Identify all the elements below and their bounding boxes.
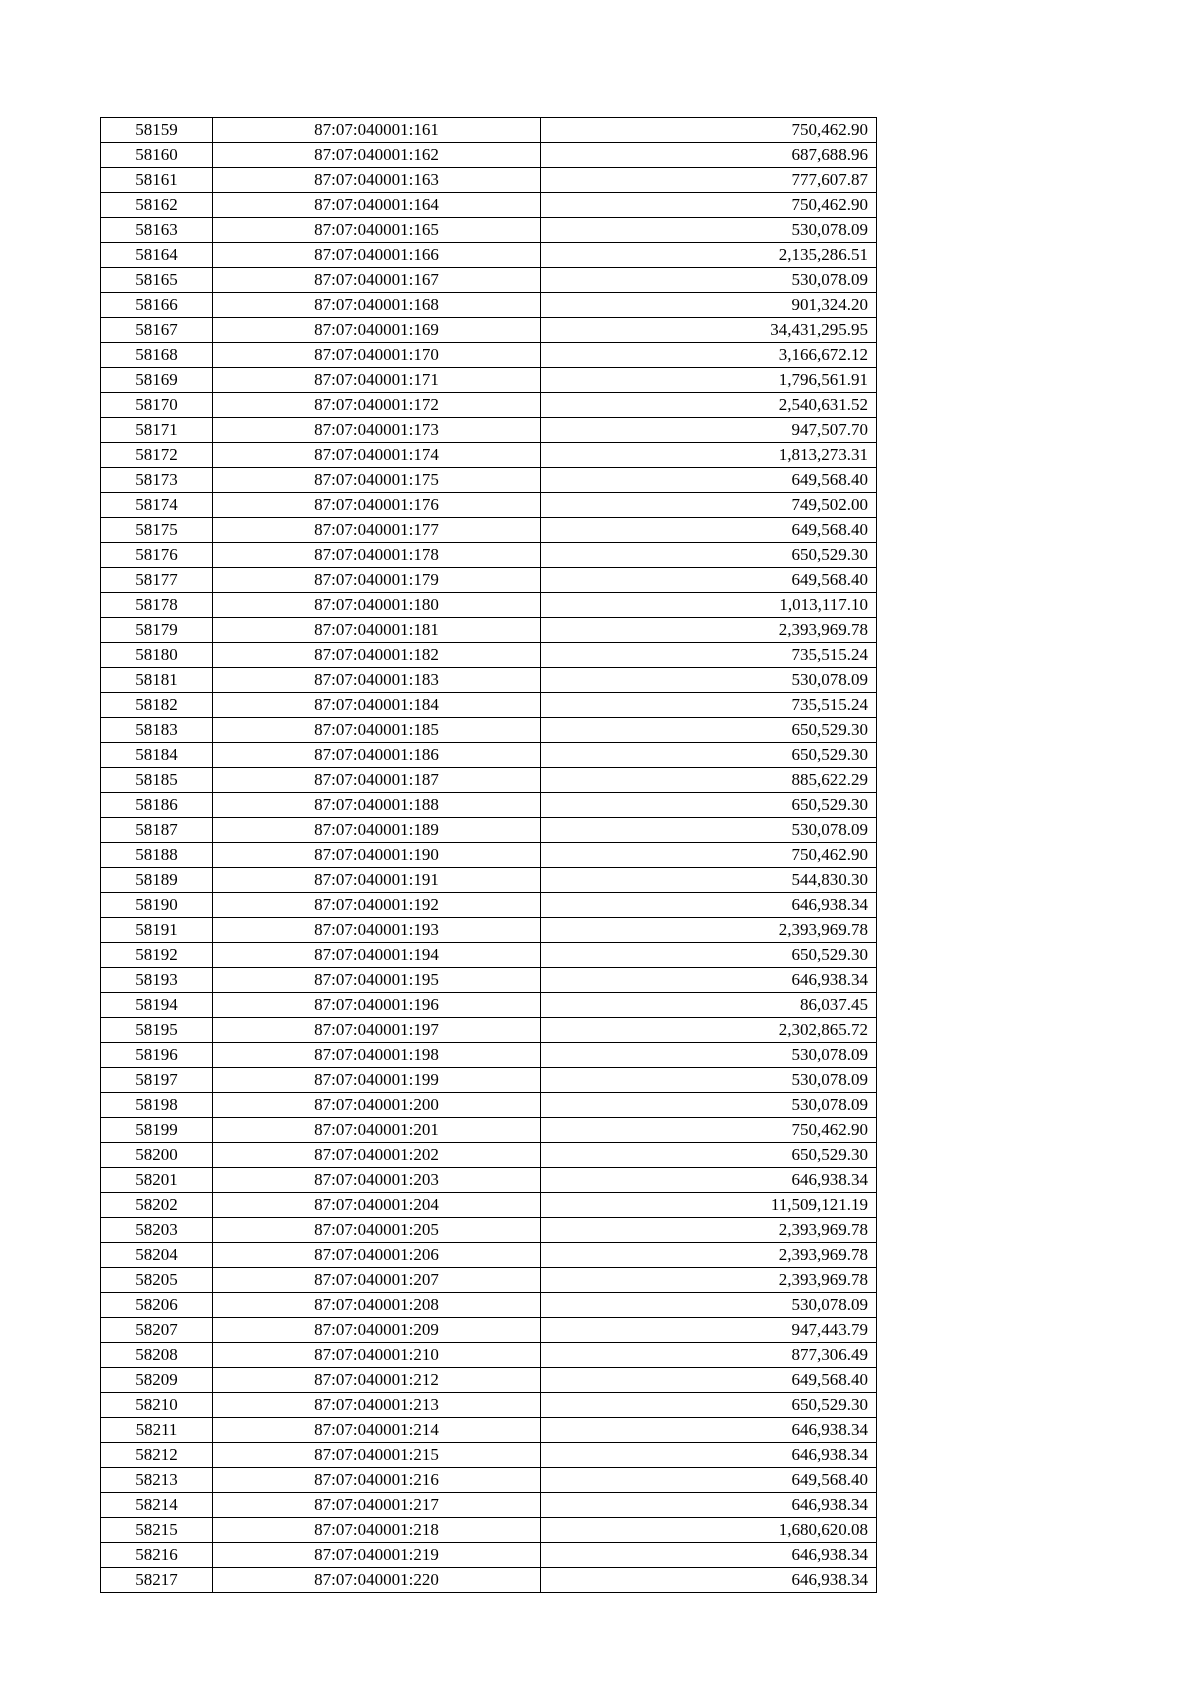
table-row	[101, 343, 877, 368]
cadastral-number-cell: 87:07:040001:208	[213, 1293, 541, 1318]
cadastral-number-cell: 87:07:040001:180	[213, 593, 541, 618]
row-number-cell: 58165	[101, 268, 213, 293]
row-number-cell: 58175	[101, 518, 213, 543]
cadastral-number-cell: 87:07:040001:203	[213, 1168, 541, 1193]
table-row	[101, 943, 877, 968]
cadastral-number-cell: 87:07:040001:166	[213, 243, 541, 268]
value-cell: 646,938.34	[541, 1493, 877, 1518]
row-number-cell: 58177	[101, 568, 213, 593]
table-row	[101, 468, 877, 493]
cadastral-number-cell: 87:07:040001:195	[213, 968, 541, 993]
table-row	[101, 443, 877, 468]
value-cell: 530,078.09	[541, 218, 877, 243]
table-row	[101, 918, 877, 943]
cadastral-number-cell: 87:07:040001:217	[213, 1493, 541, 1518]
row-number-cell: 58215	[101, 1518, 213, 1543]
row-number-cell: 58167	[101, 318, 213, 343]
row-number-cell: 58191	[101, 918, 213, 943]
row-number-cell: 58187	[101, 818, 213, 843]
value-cell: 646,938.34	[541, 968, 877, 993]
table-row	[101, 1118, 877, 1143]
cadastral-number-cell: 87:07:040001:165	[213, 218, 541, 243]
table-row	[101, 393, 877, 418]
value-cell: 649,568.40	[541, 518, 877, 543]
value-cell: 877,306.49	[541, 1343, 877, 1368]
value-cell: 777,607.87	[541, 168, 877, 193]
cadastral-number-cell: 87:07:040001:204	[213, 1193, 541, 1218]
row-number-cell: 58206	[101, 1293, 213, 1318]
cadastral-number-cell: 87:07:040001:161	[213, 118, 541, 143]
table-row	[101, 1068, 877, 1093]
value-cell: 2,540,631.52	[541, 393, 877, 418]
row-number-cell: 58199	[101, 1118, 213, 1143]
cadastral-number-cell: 87:07:040001:219	[213, 1543, 541, 1568]
cadastral-number-cell: 87:07:040001:185	[213, 718, 541, 743]
value-cell: 11,509,121.19	[541, 1193, 877, 1218]
table-row	[101, 1468, 877, 1493]
row-number-cell: 58189	[101, 868, 213, 893]
cadastral-number-cell: 87:07:040001:218	[213, 1518, 541, 1543]
table-row	[101, 1343, 877, 1368]
row-number-cell: 58183	[101, 718, 213, 743]
table-row	[101, 1443, 877, 1468]
cadastral-number-cell: 87:07:040001:168	[213, 293, 541, 318]
table-row	[101, 1043, 877, 1068]
row-number-cell: 58213	[101, 1468, 213, 1493]
cadastral-number-cell: 87:07:040001:194	[213, 943, 541, 968]
table-row	[101, 168, 877, 193]
value-cell: 1,013,117.10	[541, 593, 877, 618]
table-row	[101, 1293, 877, 1318]
cadastral-number-cell: 87:07:040001:220	[213, 1568, 541, 1593]
cadastral-number-cell: 87:07:040001:193	[213, 918, 541, 943]
table-row	[101, 1268, 877, 1293]
row-number-cell: 58162	[101, 193, 213, 218]
value-cell: 3,166,672.12	[541, 343, 877, 368]
row-number-cell: 58174	[101, 493, 213, 518]
value-cell: 650,529.30	[541, 793, 877, 818]
cadastral-number-cell: 87:07:040001:216	[213, 1468, 541, 1493]
table-row	[101, 618, 877, 643]
row-number-cell: 58202	[101, 1193, 213, 1218]
value-cell: 749,502.00	[541, 493, 877, 518]
cadastral-number-cell: 87:07:040001:209	[213, 1318, 541, 1343]
row-number-cell: 58160	[101, 143, 213, 168]
table-row	[101, 318, 877, 343]
table-row	[101, 593, 877, 618]
cadastral-number-cell: 87:07:040001:190	[213, 843, 541, 868]
table-row	[101, 493, 877, 518]
cadastral-number-cell: 87:07:040001:207	[213, 1268, 541, 1293]
cadastral-number-cell: 87:07:040001:179	[213, 568, 541, 593]
row-number-cell: 58185	[101, 768, 213, 793]
row-number-cell: 58201	[101, 1168, 213, 1193]
row-number-cell: 58196	[101, 1043, 213, 1068]
row-number-cell: 58169	[101, 368, 213, 393]
cadastral-number-cell: 87:07:040001:206	[213, 1243, 541, 1268]
table-row	[101, 518, 877, 543]
value-cell: 649,568.40	[541, 1368, 877, 1393]
table-row	[101, 768, 877, 793]
cadastral-number-cell: 87:07:040001:213	[213, 1393, 541, 1418]
value-cell: 530,078.09	[541, 818, 877, 843]
row-number-cell: 58209	[101, 1368, 213, 1393]
table-row	[101, 668, 877, 693]
table-row	[101, 1168, 877, 1193]
cadastral-number-cell: 87:07:040001:212	[213, 1368, 541, 1393]
table-row	[101, 1318, 877, 1343]
table-row	[101, 1418, 877, 1443]
table-row	[101, 143, 877, 168]
row-number-cell: 58188	[101, 843, 213, 868]
row-number-cell: 58204	[101, 1243, 213, 1268]
row-number-cell: 58173	[101, 468, 213, 493]
table-row	[101, 1143, 877, 1168]
row-number-cell: 58200	[101, 1143, 213, 1168]
table-row	[101, 1393, 877, 1418]
table-row	[101, 818, 877, 843]
cadastral-number-cell: 87:07:040001:202	[213, 1143, 541, 1168]
cadastral-number-cell: 87:07:040001:191	[213, 868, 541, 893]
cadastral-number-cell: 87:07:040001:198	[213, 1043, 541, 1068]
cadastral-number-cell: 87:07:040001:172	[213, 393, 541, 418]
value-cell: 2,135,286.51	[541, 243, 877, 268]
value-cell: 947,443.79	[541, 1318, 877, 1343]
table-row	[101, 968, 877, 993]
value-cell: 1,813,273.31	[541, 443, 877, 468]
cadastral-number-cell: 87:07:040001:199	[213, 1068, 541, 1093]
value-cell: 649,568.40	[541, 1468, 877, 1493]
table-row	[101, 1018, 877, 1043]
value-cell: 2,393,969.78	[541, 1218, 877, 1243]
value-cell: 530,078.09	[541, 1068, 877, 1093]
row-number-cell: 58197	[101, 1068, 213, 1093]
cadastral-number-cell: 87:07:040001:197	[213, 1018, 541, 1043]
value-cell: 2,302,865.72	[541, 1018, 877, 1043]
cadastral-number-cell: 87:07:040001:175	[213, 468, 541, 493]
cadastral-number-cell: 87:07:040001:201	[213, 1118, 541, 1143]
cadastral-number-cell: 87:07:040001:163	[213, 168, 541, 193]
value-cell: 646,938.34	[541, 1568, 877, 1593]
registry-table	[100, 117, 877, 1593]
value-cell: 1,680,620.08	[541, 1518, 877, 1543]
value-cell: 947,507.70	[541, 418, 877, 443]
row-number-cell: 58208	[101, 1343, 213, 1368]
value-cell: 544,830.30	[541, 868, 877, 893]
value-cell: 735,515.24	[541, 643, 877, 668]
table-row	[101, 743, 877, 768]
cadastral-number-cell: 87:07:040001:189	[213, 818, 541, 843]
cadastral-number-cell: 87:07:040001:162	[213, 143, 541, 168]
row-number-cell: 58207	[101, 1318, 213, 1343]
row-number-cell: 58212	[101, 1443, 213, 1468]
table-row	[101, 868, 877, 893]
row-number-cell: 58171	[101, 418, 213, 443]
table-row	[101, 1093, 877, 1118]
table-row	[101, 1568, 877, 1593]
row-number-cell: 58194	[101, 993, 213, 1018]
value-cell: 2,393,969.78	[541, 918, 877, 943]
table-row	[101, 268, 877, 293]
cadastral-number-cell: 87:07:040001:183	[213, 668, 541, 693]
value-cell: 750,462.90	[541, 843, 877, 868]
row-number-cell: 58192	[101, 943, 213, 968]
value-cell: 530,078.09	[541, 1293, 877, 1318]
cadastral-number-cell: 87:07:040001:173	[213, 418, 541, 443]
cadastral-number-cell: 87:07:040001:178	[213, 543, 541, 568]
value-cell: 901,324.20	[541, 293, 877, 318]
cadastral-number-cell: 87:07:040001:167	[213, 268, 541, 293]
row-number-cell: 58217	[101, 1568, 213, 1593]
table-row	[101, 1518, 877, 1543]
cadastral-number-cell: 87:07:040001:186	[213, 743, 541, 768]
row-number-cell: 58195	[101, 1018, 213, 1043]
row-number-cell: 58179	[101, 618, 213, 643]
table-row	[101, 368, 877, 393]
value-cell: 646,938.34	[541, 1543, 877, 1568]
value-cell: 646,938.34	[541, 1443, 877, 1468]
value-cell: 530,078.09	[541, 1093, 877, 1118]
cadastral-number-cell: 87:07:040001:187	[213, 768, 541, 793]
table-row	[101, 1193, 877, 1218]
cadastral-number-cell: 87:07:040001:181	[213, 618, 541, 643]
table-row	[101, 643, 877, 668]
row-number-cell: 58161	[101, 168, 213, 193]
value-cell: 650,529.30	[541, 743, 877, 768]
cadastral-number-cell: 87:07:040001:215	[213, 1443, 541, 1468]
cadastral-number-cell: 87:07:040001:192	[213, 893, 541, 918]
value-cell: 2,393,969.78	[541, 618, 877, 643]
table-row	[101, 568, 877, 593]
value-cell: 34,431,295.95	[541, 318, 877, 343]
table-row	[101, 993, 877, 1018]
table-row	[101, 118, 877, 143]
row-number-cell: 58166	[101, 293, 213, 318]
row-number-cell: 58172	[101, 443, 213, 468]
row-number-cell: 58164	[101, 243, 213, 268]
cadastral-number-cell: 87:07:040001:177	[213, 518, 541, 543]
value-cell: 1,796,561.91	[541, 368, 877, 393]
row-number-cell: 58203	[101, 1218, 213, 1243]
value-cell: 646,938.34	[541, 1168, 877, 1193]
value-cell: 750,462.90	[541, 1118, 877, 1143]
value-cell: 650,529.30	[541, 543, 877, 568]
table-row	[101, 893, 877, 918]
cadastral-number-cell: 87:07:040001:205	[213, 1218, 541, 1243]
value-cell: 2,393,969.78	[541, 1268, 877, 1293]
table-row	[101, 243, 877, 268]
value-cell: 885,622.29	[541, 768, 877, 793]
row-number-cell: 58210	[101, 1393, 213, 1418]
table-row	[101, 293, 877, 318]
row-number-cell: 58190	[101, 893, 213, 918]
value-cell: 650,529.30	[541, 718, 877, 743]
cadastral-number-cell: 87:07:040001:174	[213, 443, 541, 468]
value-cell: 650,529.30	[541, 1393, 877, 1418]
row-number-cell: 58205	[101, 1268, 213, 1293]
row-number-cell: 58186	[101, 793, 213, 818]
table-row	[101, 718, 877, 743]
table-row	[101, 1218, 877, 1243]
cadastral-number-cell: 87:07:040001:176	[213, 493, 541, 518]
table-row	[101, 1543, 877, 1568]
table-row	[101, 218, 877, 243]
cadastral-number-cell: 87:07:040001:200	[213, 1093, 541, 1118]
table-row	[101, 843, 877, 868]
row-number-cell: 58159	[101, 118, 213, 143]
value-cell: 735,515.24	[541, 693, 877, 718]
value-cell: 530,078.09	[541, 1043, 877, 1068]
value-cell: 530,078.09	[541, 668, 877, 693]
value-cell: 750,462.90	[541, 193, 877, 218]
row-number-cell: 58193	[101, 968, 213, 993]
value-cell: 646,938.34	[541, 893, 877, 918]
cadastral-number-cell: 87:07:040001:188	[213, 793, 541, 818]
cadastral-number-cell: 87:07:040001:182	[213, 643, 541, 668]
value-cell: 687,688.96	[541, 143, 877, 168]
row-number-cell: 58181	[101, 668, 213, 693]
value-cell: 650,529.30	[541, 943, 877, 968]
registry-table-body	[101, 118, 877, 1593]
table-row	[101, 418, 877, 443]
value-cell: 530,078.09	[541, 268, 877, 293]
table-row	[101, 1493, 877, 1518]
row-number-cell: 58216	[101, 1543, 213, 1568]
cadastral-number-cell: 87:07:040001:210	[213, 1343, 541, 1368]
row-number-cell: 58182	[101, 693, 213, 718]
cadastral-number-cell: 87:07:040001:164	[213, 193, 541, 218]
row-number-cell: 58214	[101, 1493, 213, 1518]
cadastral-number-cell: 87:07:040001:170	[213, 343, 541, 368]
row-number-cell: 58163	[101, 218, 213, 243]
table-row	[101, 693, 877, 718]
row-number-cell: 58178	[101, 593, 213, 618]
table-row	[101, 1243, 877, 1268]
cadastral-number-cell: 87:07:040001:184	[213, 693, 541, 718]
value-cell: 649,568.40	[541, 568, 877, 593]
value-cell: 649,568.40	[541, 468, 877, 493]
table-row	[101, 1368, 877, 1393]
cadastral-number-cell: 87:07:040001:196	[213, 993, 541, 1018]
value-cell: 2,393,969.78	[541, 1243, 877, 1268]
value-cell: 86,037.45	[541, 993, 877, 1018]
table-row	[101, 793, 877, 818]
table-row	[101, 193, 877, 218]
row-number-cell: 58198	[101, 1093, 213, 1118]
value-cell: 750,462.90	[541, 118, 877, 143]
table-row	[101, 543, 877, 568]
value-cell: 646,938.34	[541, 1418, 877, 1443]
value-cell: 650,529.30	[541, 1143, 877, 1168]
row-number-cell: 58184	[101, 743, 213, 768]
row-number-cell: 58176	[101, 543, 213, 568]
row-number-cell: 58170	[101, 393, 213, 418]
cadastral-number-cell: 87:07:040001:169	[213, 318, 541, 343]
row-number-cell: 58168	[101, 343, 213, 368]
cadastral-number-cell: 87:07:040001:214	[213, 1418, 541, 1443]
cadastral-number-cell: 87:07:040001:171	[213, 368, 541, 393]
row-number-cell: 58211	[101, 1418, 213, 1443]
row-number-cell: 58180	[101, 643, 213, 668]
